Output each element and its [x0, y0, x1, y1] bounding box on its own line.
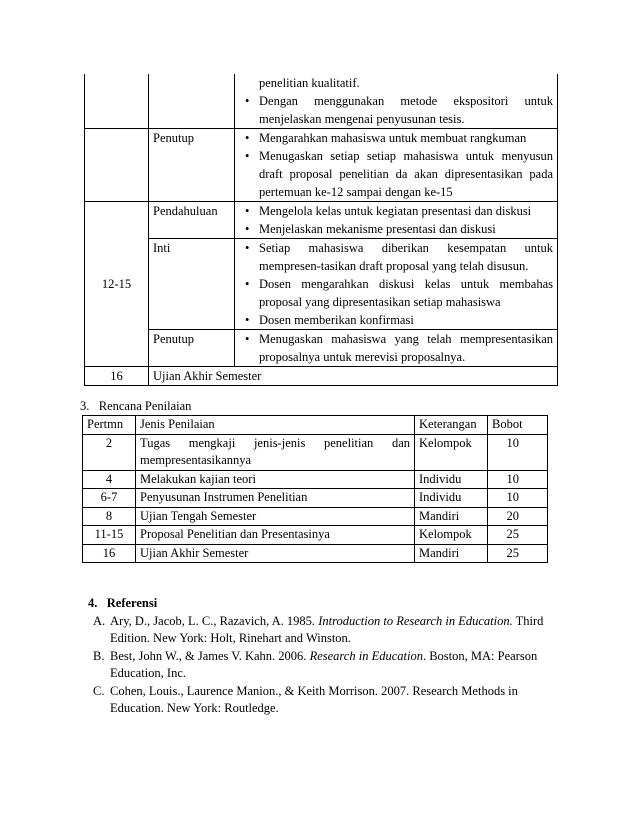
cell-jenis: Ujian Akhir Semester: [136, 544, 415, 563]
table-row: [83, 434, 548, 470]
stage-cell: Inti: [149, 239, 235, 330]
activity-item: • Setiap mahasiswa diberikan kesempatan untuk mempresen-tasikan draft proposal yang telah disusun.: [235, 239, 553, 275]
cell-bobot: 20: [488, 507, 548, 526]
table-row: [83, 470, 548, 489]
table-row: [83, 544, 548, 563]
cell-bobot: 10: [488, 489, 548, 508]
section-heading: 4. Referensi: [88, 596, 158, 610]
schedule-table: [84, 74, 558, 386]
reference-text: Best, John W., & James V. Kahn. 2006.: [110, 648, 310, 663]
activity-item: • Dengan menggunakan metode ekspositori untuk menjelaskan mengenai penyusunan tesis.: [235, 92, 553, 128]
cell-keterangan: Individu: [415, 489, 488, 508]
cell-jenis: Melakukan kajian teori: [136, 470, 415, 489]
activity-item: • Dosen mengarahkan diskusi kelas untuk membahas proposal yang dipresentasikan setiap mahasiswa: [235, 275, 553, 311]
activity-cell: [235, 239, 558, 330]
activity-item: • Mengarahkan mahasiswa untuk membuat rangkuman: [235, 129, 553, 147]
cell-pertemuan: 4: [83, 470, 136, 489]
reference-item: [88, 613, 558, 648]
reference-item: [88, 683, 558, 718]
reference-letter: A.: [93, 613, 106, 628]
column-header: Jenis Penilaian: [136, 416, 415, 435]
reference-title: Introduction to Research in Education.: [318, 613, 513, 628]
week-cell: [85, 74, 149, 129]
activity-item: • Mengelola kelas untuk kegiatan presentasi dan diskusi: [235, 202, 553, 220]
week-cell: 12-15: [85, 202, 149, 367]
cell-keterangan: Kelompok: [415, 434, 488, 470]
activity-item: • Dosen memberikan konfirmasi: [235, 311, 553, 329]
grading-table: [82, 415, 548, 563]
reference-item: [88, 648, 558, 683]
table-row: [85, 367, 558, 386]
column-header: Pertmn: [83, 416, 136, 435]
table-row: [85, 74, 558, 129]
table-row: [85, 129, 558, 202]
table-row: [83, 526, 548, 545]
table-row: [85, 239, 558, 330]
cell-bobot: 10: [488, 434, 548, 470]
cell-jenis: Proposal Penelitian dan Presentasinya: [136, 526, 415, 545]
column-header: Bobot: [488, 416, 548, 435]
cell-keterangan: Mandiri: [415, 544, 488, 563]
cell-bobot: 25: [488, 544, 548, 563]
week-cell: [85, 129, 149, 202]
cell-bobot: 10: [488, 470, 548, 489]
cell-keterangan: Kelompok: [415, 526, 488, 545]
activity-item: • Menugaskan mahasiswa yang telah mempresentasikan proposalnya untuk merevisi proposalnya.: [235, 330, 553, 366]
reference-text: Ary, D., Jacob, L. C., Razavich, A. 1985.: [110, 613, 319, 628]
stage-cell: [149, 74, 235, 129]
reference-title: Research in Education: [309, 648, 423, 663]
cell-keterangan: Individu: [415, 470, 488, 489]
activity-item: penelitian kualitatif.: [259, 76, 360, 90]
cell-keterangan: Mandiri: [415, 507, 488, 526]
table-row: [85, 330, 558, 367]
cell-pertemuan: 2: [83, 434, 136, 470]
activity-cell: [235, 129, 558, 202]
table-row: [83, 507, 548, 526]
cell-pertemuan: 16: [83, 544, 136, 563]
activity-item: • Menugaskan setiap setiap mahasiswa untuk menyusun draft proposal penelitian da akan dipresentasikan pada pertemuan ke-12 sampai dengan ke-15: [235, 147, 553, 201]
stage-cell: Pendahuluan: [149, 202, 235, 239]
cell-pertemuan: 8: [83, 507, 136, 526]
reference-text: Third Edition. New York: Holt, Rinehart and Winston.: [110, 613, 544, 645]
cell-jenis: Ujian Tengah Semester: [136, 507, 415, 526]
section-heading: 3. Rencana Penilaian: [80, 399, 192, 413]
table-row: [85, 202, 558, 239]
activity-item: • Menjelaskan mekanisme presentasi dan diskusi: [235, 220, 553, 238]
cell-jenis: Penyusunan Instrumen Penelitian: [136, 489, 415, 508]
table-row: [83, 489, 548, 508]
activity-cell: Ujian Akhir Semester: [149, 367, 558, 386]
cell-pertemuan: 6-7: [83, 489, 136, 508]
reference-text: Cohen, Louis., Laurence Manion., & Keith Morrison. 2007. Research Methods in Education. New York: Routledge.: [110, 683, 518, 715]
table-header-row: [83, 416, 548, 435]
reference-text: . Boston, MA: Pearson Education, Inc.: [110, 648, 538, 680]
week-cell: 16: [85, 367, 149, 386]
activity-cell: [235, 74, 558, 129]
stage-cell: Penutup: [149, 129, 235, 202]
references-section: [88, 595, 558, 718]
reference-letter: C.: [93, 683, 105, 698]
cell-jenis: Tugas mengkaji jenis-jenis penelitian dan mempresentasikannya: [136, 434, 415, 470]
reference-letter: B.: [93, 648, 105, 663]
activity-cell: [235, 330, 558, 367]
stage-cell: Penutup: [149, 330, 235, 367]
cell-bobot: 25: [488, 526, 548, 545]
cell-pertemuan: 11-15: [83, 526, 136, 545]
column-header: Keterangan: [415, 416, 488, 435]
activity-cell: [235, 202, 558, 239]
